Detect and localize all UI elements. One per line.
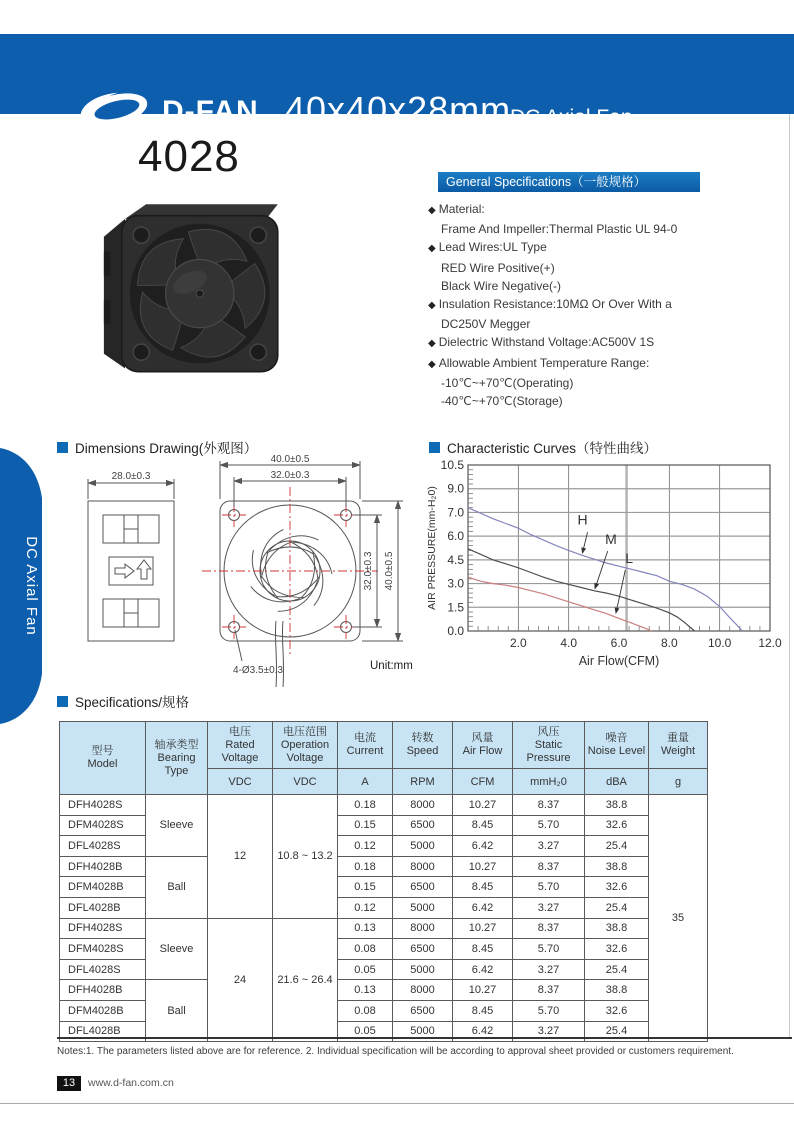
- y-tick-label: 4.5: [447, 552, 464, 567]
- table-cell: 8.45: [453, 1000, 513, 1021]
- unit-label: Unit:mm: [370, 660, 413, 672]
- square-bullet-icon: [57, 696, 68, 707]
- table-cell: 25.4: [585, 959, 649, 980]
- side-tab-label: DC Axial Fan: [23, 536, 40, 636]
- bearing-type-cell: Sleeve: [146, 918, 208, 980]
- side-view-vents: [103, 515, 159, 627]
- table-cell: 32.6: [585, 877, 649, 898]
- y-tick-label: 7.0: [447, 505, 464, 520]
- model-cell: DFL4028B: [60, 1021, 146, 1042]
- table-row: [60, 856, 708, 877]
- table-cell: 5000: [393, 959, 453, 980]
- curve-H: [468, 508, 742, 631]
- table-cell: 8000: [393, 856, 453, 877]
- bottom-border-line: [0, 1103, 794, 1104]
- table-cell: 0.15: [338, 877, 393, 898]
- table-cell: 5.70: [513, 815, 585, 836]
- table-cell: 3.27: [513, 1021, 585, 1042]
- col-header-bearing: 轴承类型 Bearing Type: [146, 722, 208, 795]
- model-cell: DFL4028B: [60, 897, 146, 918]
- spec-line: ◆ Dielectric Withstand Voltage:AC500V 1S: [428, 333, 778, 353]
- x-tick-label: 2.0: [509, 636, 527, 650]
- table-cell: 8.37: [513, 795, 585, 816]
- x-tick-label: 10.0: [707, 636, 732, 650]
- table-cell: 6.42: [453, 836, 513, 857]
- operation-voltage-cell: 10.8 ~ 13.2: [273, 795, 338, 919]
- col-header-airflow: 风量 Air Flow: [453, 722, 513, 769]
- curve-L: [468, 577, 652, 631]
- table-row: [60, 795, 708, 816]
- section-heading-specifications-label: Specifications/规格: [75, 695, 190, 710]
- table-cell: 6.42: [453, 1021, 513, 1042]
- website-link[interactable]: www.d-fan.com.cn: [88, 1077, 174, 1089]
- model-cell: DFM4028S: [60, 815, 146, 836]
- unit-vdc: VDC: [208, 769, 273, 795]
- model-cell: DFH4028B: [60, 980, 146, 1001]
- flow-arrow-right-icon: [115, 564, 134, 578]
- spec-line: ◆ Lead Wires:UL Type: [428, 238, 778, 258]
- table-cell: 25.4: [585, 897, 649, 918]
- col-header-speed: 转数 Speed: [393, 722, 453, 769]
- dimensions-drawing: [70, 453, 422, 690]
- table-cell: 8.37: [513, 918, 585, 939]
- spec-line: Black Wire Negative(-): [441, 278, 562, 293]
- model-cell: DFL4028S: [60, 836, 146, 857]
- y-tick-label: 3.0: [447, 576, 464, 591]
- rated-voltage-cell: 12: [208, 795, 273, 919]
- table-cell: 8.37: [513, 980, 585, 1001]
- table-cell: 0.18: [338, 856, 393, 877]
- table-cell: 5.70: [513, 939, 585, 960]
- weight-cell: 35: [649, 795, 708, 1042]
- table-cell: 25.4: [585, 836, 649, 857]
- col-header-noise: 噪音 Noise Level: [585, 722, 649, 769]
- characteristic-curves-chart: [424, 453, 792, 695]
- spec-line: Frame And Impeller:Thermal Plastic UL 94-0: [441, 222, 678, 237]
- unit-a: A: [338, 769, 393, 795]
- header-band: [0, 34, 794, 130]
- spec-line: ◆ Insulation Resistance:10MΩ Or Over With a: [428, 295, 778, 315]
- dim-front-width: 40.0±0.5: [270, 454, 310, 465]
- rotation-arrow-up-icon: [137, 560, 151, 579]
- brand-logo-icon: [70, 86, 280, 130]
- table-cell: 3.27: [513, 959, 585, 980]
- table-cell: 32.6: [585, 939, 649, 960]
- table-cell: 8.37: [513, 856, 585, 877]
- square-bullet-icon: [429, 442, 440, 453]
- table-cell: 0.13: [338, 918, 393, 939]
- table-cell: 3.27: [513, 836, 585, 857]
- table-cell: 0.12: [338, 836, 393, 857]
- table-cell: 6500: [393, 877, 453, 898]
- unit-g: g: [649, 769, 708, 795]
- table-cell: 0.13: [338, 980, 393, 1001]
- table-cell: 10.27: [453, 980, 513, 1001]
- section-heading-specifications: [57, 691, 189, 711]
- brand-name: D-FAN: [162, 95, 259, 128]
- col-header-rated-voltage: 电压 Rated Voltage: [208, 722, 273, 769]
- y-tick-label: 6.0: [447, 529, 464, 544]
- table-cell: 25.4: [585, 1021, 649, 1042]
- specifications-table: [59, 721, 708, 1042]
- table-cell: 8000: [393, 795, 453, 816]
- col-header-static-pressure: 风压 Static Pressure: [513, 722, 585, 769]
- curve-M: [468, 549, 695, 631]
- mount-hole-icon: [133, 344, 149, 360]
- airflow-direction-icons: [109, 557, 153, 585]
- y-tick-label: 1.5: [447, 600, 464, 615]
- model-cell: DFH4028B: [60, 856, 146, 877]
- table-cell: 6.42: [453, 897, 513, 918]
- x-tick-label: 6.0: [610, 636, 628, 650]
- col-header-model: 型号 Model: [60, 722, 146, 795]
- side-category-tab: [0, 446, 50, 726]
- table-cell: 6500: [393, 939, 453, 960]
- table-cell: 38.8: [585, 795, 649, 816]
- table-cell: 0.15: [338, 815, 393, 836]
- table-cell: 6500: [393, 815, 453, 836]
- notes-divider: [57, 1037, 792, 1039]
- table-cell: 10.27: [453, 856, 513, 877]
- table-cell: 0.18: [338, 795, 393, 816]
- table-cell: 8000: [393, 918, 453, 939]
- mount-hole-icon: [133, 227, 149, 243]
- unit-vdc: VDC: [273, 769, 338, 795]
- dim-holes-callout: 4-Ø3.5±0.3: [233, 665, 283, 676]
- table-cell: 5000: [393, 1021, 453, 1042]
- col-header-weight: 重量 Weight: [649, 722, 708, 769]
- bearing-type-cell: Ball: [146, 980, 208, 1042]
- table-cell: 0.08: [338, 939, 393, 960]
- model-cell: DFH4028S: [60, 918, 146, 939]
- table-cell: 5.70: [513, 877, 585, 898]
- table-cell: 10.27: [453, 795, 513, 816]
- model-number-heading: 4028: [138, 132, 240, 181]
- table-cell: 0.08: [338, 1000, 393, 1021]
- x-tick-label: 8.0: [660, 636, 678, 650]
- x-axis-title: Air Flow(CFM): [578, 654, 660, 668]
- x-tick-label: 12.0: [758, 636, 782, 650]
- table-cell: 0.05: [338, 1021, 393, 1042]
- lead-wire: [275, 621, 276, 687]
- mount-hole-icon: [250, 344, 266, 360]
- unit-dba: dBA: [585, 769, 649, 795]
- spec-line: -40℃~+70℃(Storage): [441, 394, 563, 409]
- model-cell: DFM4028B: [60, 877, 146, 898]
- impeller-blades: [239, 519, 339, 618]
- table-cell: 8000: [393, 980, 453, 1001]
- table-cell: 32.6: [585, 815, 649, 836]
- col-header-operation-voltage: 电压范围 Operation Voltage: [273, 722, 338, 769]
- table-cell: 8.45: [453, 877, 513, 898]
- curve-label-L: L: [625, 550, 634, 567]
- y-tick-label: 10.5: [440, 458, 464, 472]
- spec-line: RED Wire Positive(+): [441, 260, 555, 275]
- page-title-subtitle: DC Axial Fan: [510, 106, 633, 129]
- table-cell: 8.45: [453, 939, 513, 960]
- spec-line: DC250V Megger: [441, 317, 531, 332]
- mount-hole-icon: [250, 227, 266, 243]
- model-cell: DFL4028S: [60, 959, 146, 980]
- dim-front-height: 40.0±0.5: [384, 551, 395, 591]
- dim-side-width: 28.0±0.3: [111, 471, 151, 482]
- unit-mmh2o: mmH₂0: [513, 769, 585, 795]
- table-row: [60, 918, 708, 939]
- unit-rpm: RPM: [393, 769, 453, 795]
- y-tick-label: 9.0: [447, 481, 464, 496]
- table-row: [60, 980, 708, 1001]
- table-cell: 5000: [393, 897, 453, 918]
- col-header-current: 电流 Current: [338, 722, 393, 769]
- dim-hole-span-h: 32.0±0.3: [270, 470, 310, 481]
- table-cell: 8.45: [453, 815, 513, 836]
- rated-voltage-cell: 24: [208, 918, 273, 1042]
- unit-cfm: CFM: [453, 769, 513, 795]
- operation-voltage-cell: 21.6 ~ 26.4: [273, 918, 338, 1042]
- section-heading-curves-label: Characteristic Curves（特性曲线）: [447, 441, 658, 456]
- page-title-size: 40x40x28mm: [285, 89, 512, 130]
- table-cell: 38.8: [585, 918, 649, 939]
- spec-line: ◆ Allowable Ambient Temperature Range:: [428, 354, 778, 374]
- y-axis-title: AIR PRESSURE(mm-H₂0): [426, 486, 438, 610]
- x-tick-label: 4.0: [560, 636, 578, 650]
- table-cell: 32.6: [585, 1000, 649, 1021]
- bearing-type-cell: Ball: [146, 856, 208, 918]
- table-cell: 6500: [393, 1000, 453, 1021]
- general-specs-list: [428, 200, 778, 410]
- square-bullet-icon: [57, 442, 68, 453]
- general-specs-header: General Specifications（一般规格）: [438, 172, 700, 192]
- model-cell: DFM4028S: [60, 939, 146, 960]
- spec-line: ◆ Material:: [428, 200, 778, 220]
- model-cell: DFH4028S: [60, 795, 146, 816]
- table-cell: 0.12: [338, 897, 393, 918]
- model-cell: DFM4028B: [60, 1000, 146, 1021]
- lead-wire: [282, 621, 283, 687]
- table-cell: 38.8: [585, 980, 649, 1001]
- table-cell: 0.05: [338, 959, 393, 980]
- table-cell: 3.27: [513, 897, 585, 918]
- section-heading-dimensions-label: Dimensions Drawing(外观图）: [75, 441, 258, 456]
- table-cell: 6.42: [453, 959, 513, 980]
- curve-label-H: H: [577, 511, 588, 528]
- table-cell: 38.8: [585, 856, 649, 877]
- spec-line: -10℃~+70℃(Operating): [441, 375, 574, 390]
- notes-text: Notes:1. The parameters listed above are for reference. 2. Individual specification will be according to approval sheet provided or customers requirement.: [57, 1046, 734, 1057]
- bearing-type-cell: Sleeve: [146, 795, 208, 857]
- dim-hole-span-v: 32.0±0.3: [363, 551, 374, 591]
- table-cell: 10.27: [453, 918, 513, 939]
- table-cell: 5000: [393, 836, 453, 857]
- curve-label-M: M: [605, 531, 617, 548]
- table-cell: 5.70: [513, 1000, 585, 1021]
- page-number-badge: 13: [57, 1076, 81, 1091]
- product-photo: [86, 194, 281, 390]
- y-tick-label: 0.0: [447, 624, 464, 638]
